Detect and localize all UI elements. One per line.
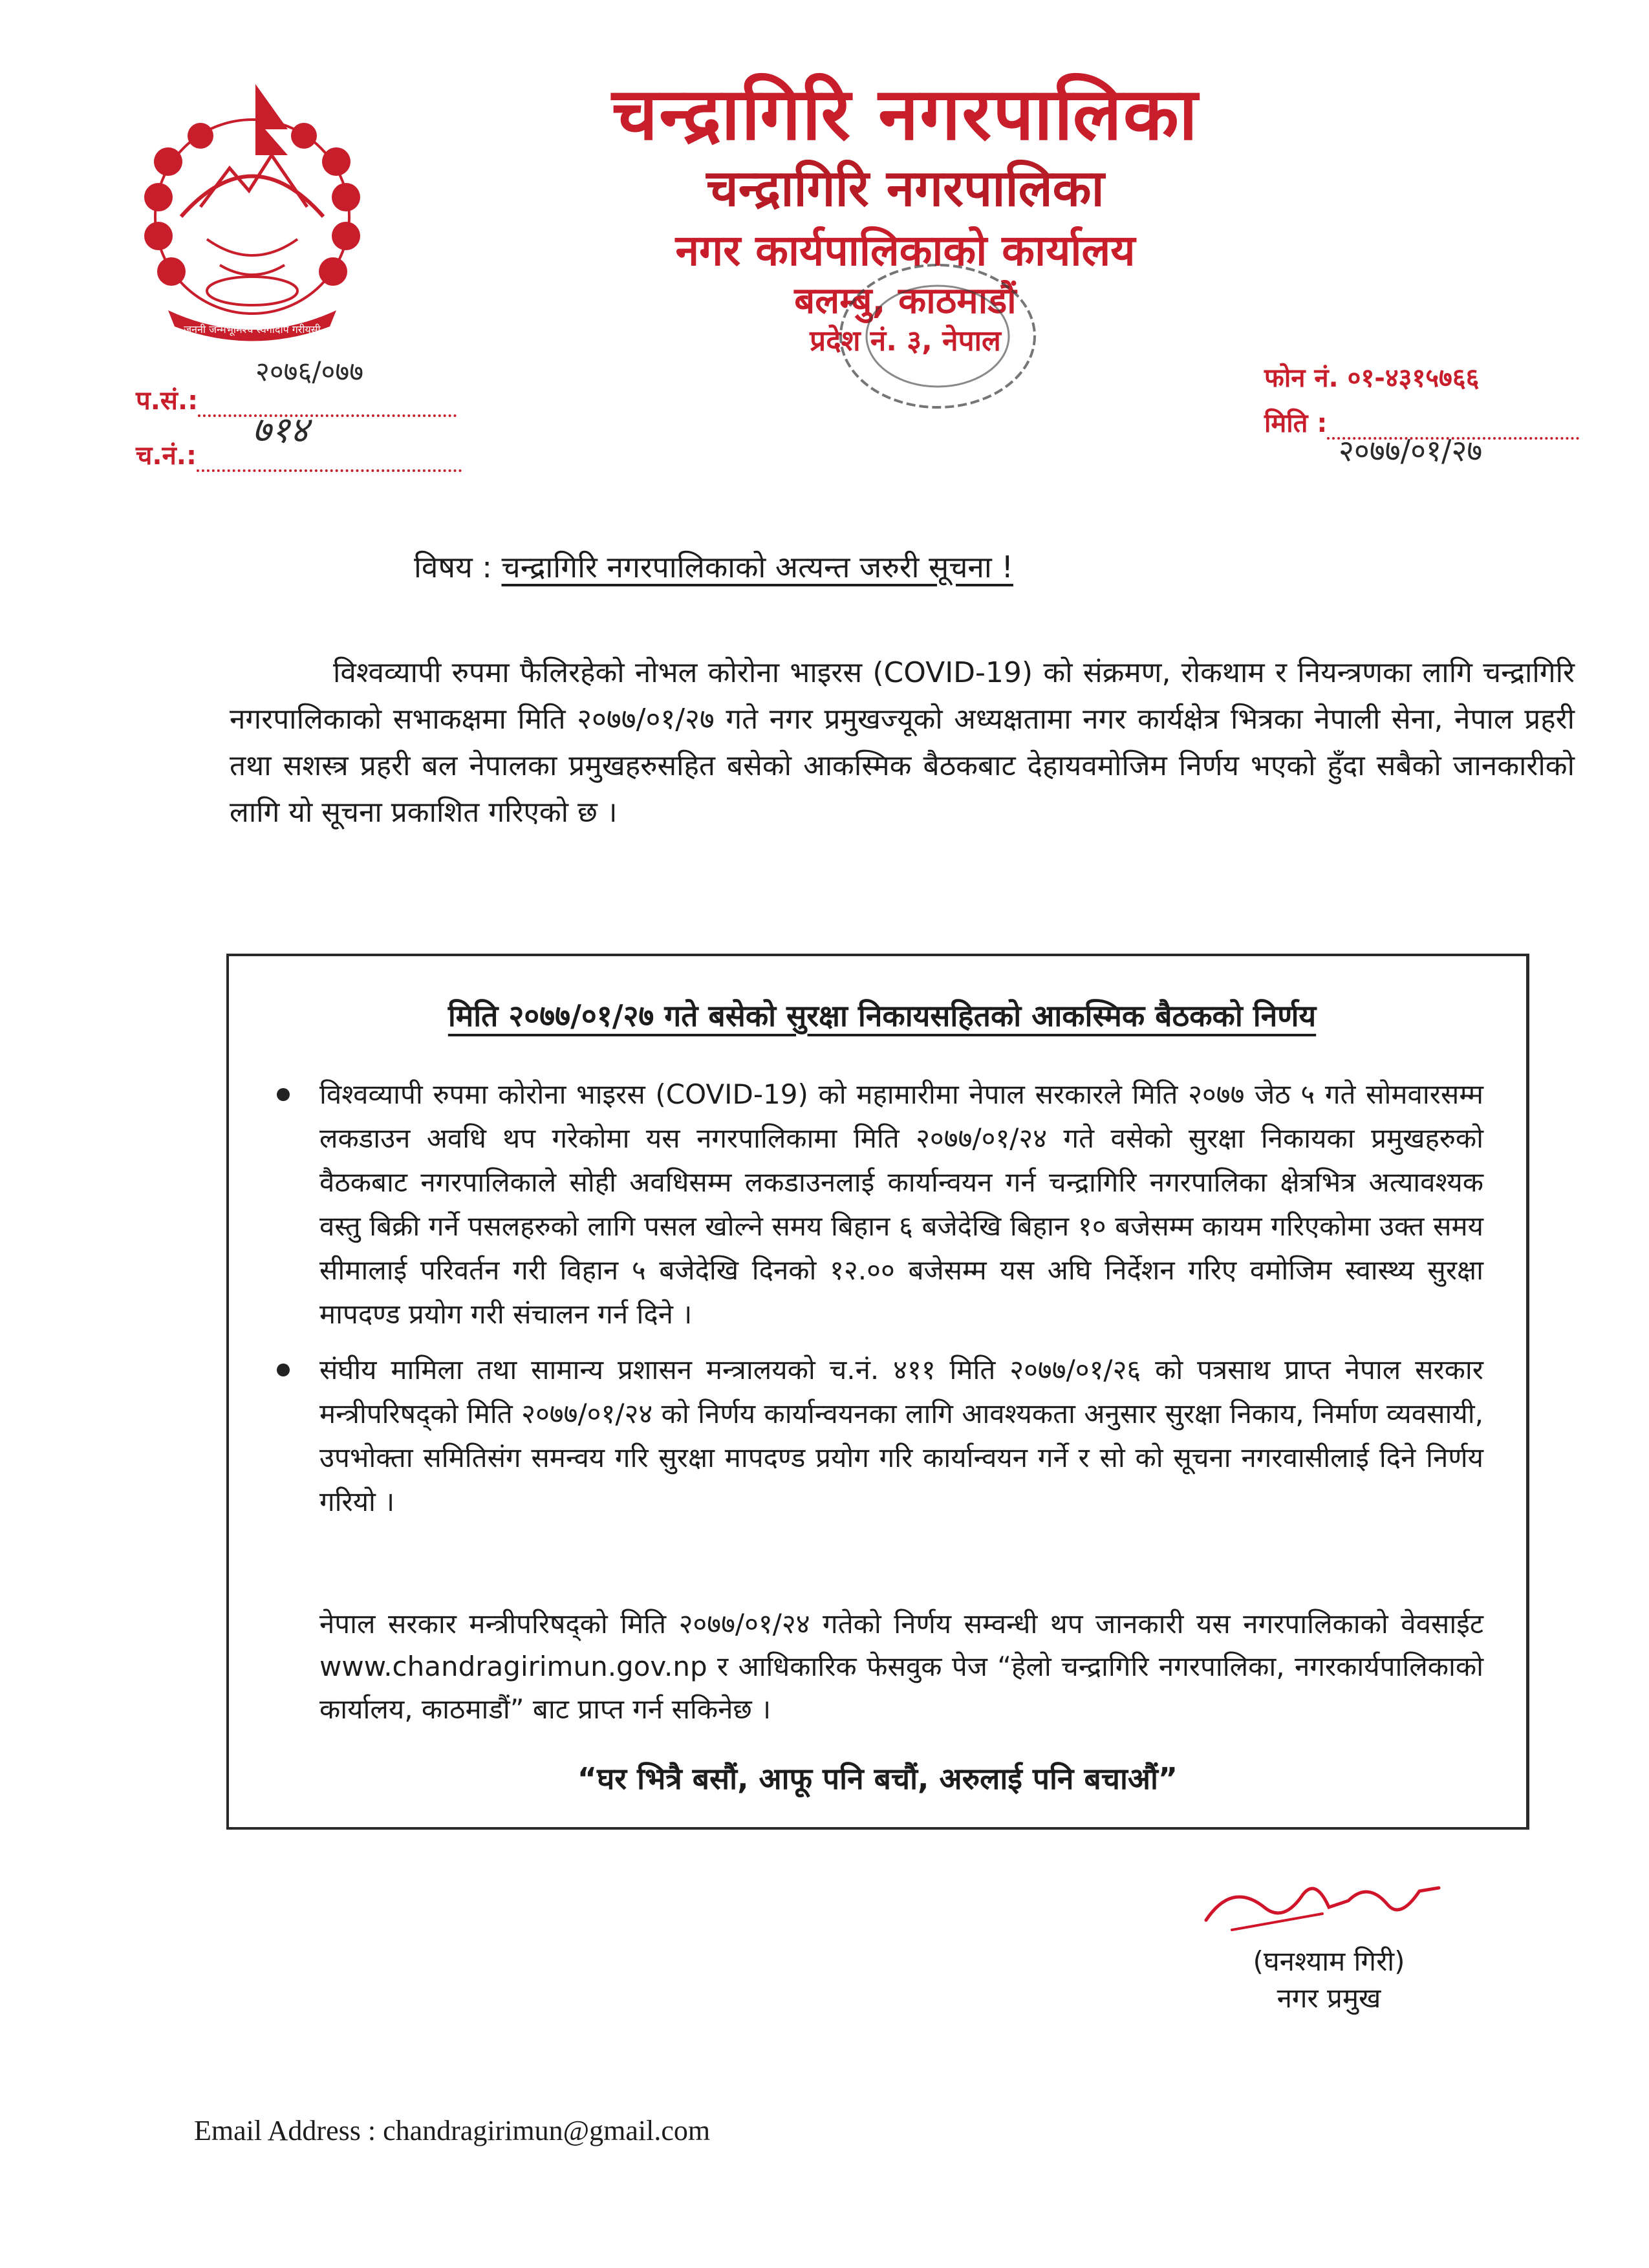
fiscal-year-label: प.सं.:: [136, 386, 199, 416]
date-value: २०७७/०१/२७: [1339, 433, 1483, 468]
website-note: नेपाल सरकार मन्त्रीपरिषद्को मिति २०७७/०१/२४ गतेको निर्णय सम्वन्धी थप जानकारी यस नगरपालिकाको वेवसाईट www.chandragirimun.gov.np र आधिकारिक फेसवुक पेज “हेलो चन्द्रागिरि नगरपालिका, नगरकार्यपालिकाको कार्यालय, काठमाडौं” बाट प्राप्त गर्न सकिनेछ ।: [319, 1608, 1483, 1725]
municipality-name: चन्द्रागिरि नगरपालिका: [612, 72, 1199, 156]
dispatch-label: च.नं.:: [136, 441, 197, 471]
decision-item-1: विश्वव्यापी रुपमा कोरोना भाइरस (COVID-19) को महामारीमा नेपाल सरकारले मिति २०७७ जेठ ५ गते सोमवारसम्म लकडाउन अवधि थप गरेकोमा यस नगरपालिकामा मिति २०७७/०१/२४ गते वसेको सुरक्षा निकायका प्रमुखहरुको वैठकबाट नगरपालिकाले सोही अवधिसम्म लकडाउनलाई कार्यान्वयन गर्न चन्द्रागिरि नगरपालिका क्षेत्रभित्र अत्यावश्यक वस्तु बिक्री गर्ने पसलहरुको लागि पसल खोल्ने समय बिहान ६ बजेदेखि बिहान १० बजेसम्म कायम गरिएकोमा उक्त समय सीमालाई परिवर्तन गरी विहान ५ बजेदेखि दिनको १२.०० बजेसम्म यस अघि निर्देशन गरिए वमोजिम स्वास्थ्य सुरक्षा मापदण्ड प्रयोग गरी संचालन गर्न दिने ।: [268, 1073, 1483, 1336]
decision-box-title: मिति २०७७/०१/२७ गते बसेको सुरक्षा निकायसहितको आकस्मिक बैठकको निर्णय: [447, 998, 1317, 1033]
subject-line: [414, 546, 1013, 586]
signatory-name: (घनश्याम गिरी): [1253, 1945, 1405, 1977]
decision-box: [226, 954, 1529, 1830]
decision-list: [268, 1073, 1483, 1535]
subject-label: विषय :: [414, 550, 492, 584]
signatory-designation: नगर प्रमुख: [1277, 1982, 1381, 2014]
intro-paragraph: विश्वव्यापी रुपमा फैलिरहेको नोभल कोरोना भाइरस (COVID-19) को संक्रमण, रोकथाम र नियन्त्रणका लागि चन्द्रागिरि नगरपालिकाको सभाकक्षमा मिति २०७७/०१/२७ गते नगर प्रमुखज्यूको अध्यक्षतामा नगर कार्यक्षेत्र भित्रका नेपाली सेना, नेपाल प्रहरी तथा सशस्त्र प्रहरी बल नेपालका प्रमुखहरुसहित बसेको आकस्मिक बैठकबाट देहायवमोजिम निर्णय भएको हुँदा सबैको जानकारीको लागि यो सूचना प्रकाशित गरिएको छ ।: [230, 656, 1575, 829]
dispatch-row: [136, 436, 462, 472]
office-stamp-icon: [776, 259, 1048, 427]
office-location: बलम्बु, काठमाडौं: [794, 280, 1017, 322]
fiscal-year-value: २०७६/०७७: [255, 356, 364, 387]
decision-item-2: संघीय मामिला तथा सामान्य प्रशासन मन्त्रालयको च.नं. ४११ मिति २०७७/०१/२६ को पत्रसाथ प्राप्त नेपाल सरकार मन्त्रीपरिषद्को मिति २०७७/०१/२४ को निर्णय कार्यान्वयनका लागि आवश्यकता अनुसार सुरक्षा निकाय, निर्माण व्यवसायी, उपभोक्ता समितिसंग समन्वय गरि सुरक्षा मापदण्ड प्रयोग गरि कार्यान्वयन गर्ने र सो को सूचना नगरवासीलाई दिने निर्णय गरियो ।: [268, 1348, 1483, 1524]
email-address: Email Address : chandragirimun@gmail.com: [194, 2115, 711, 2146]
signature-block: [1177, 1868, 1481, 2016]
office-province: प्रदेश नं. ३, नेपाल: [810, 325, 1001, 358]
office-name: नगर कार्यपालिकाको कार्यालय: [675, 226, 1136, 275]
slogan: “घर भित्रै बसौं, आफू पनि बचौं, अरुलाई पनि बचाऔं”: [577, 1761, 1178, 1796]
municipality-name-secondary: चन्द्रागिरि नगरपालिका: [706, 160, 1105, 218]
dispatch-value: ७१४: [252, 409, 309, 451]
nepal-emblem-icon: [123, 78, 382, 343]
subject-text: चन्द्रागिरि नगरपालिकाको अत्यन्त जरुरी सूचना !: [501, 550, 1013, 584]
signature-icon: [1193, 1868, 1465, 1940]
phone-number: फोन नं. ०१-४३१५७६६: [1264, 363, 1480, 393]
emblem-motto: जननी जन्मभूमिश्च स्वर्गादपि गरीयसी: [184, 323, 321, 336]
date-label: मिति :: [1264, 409, 1328, 438]
